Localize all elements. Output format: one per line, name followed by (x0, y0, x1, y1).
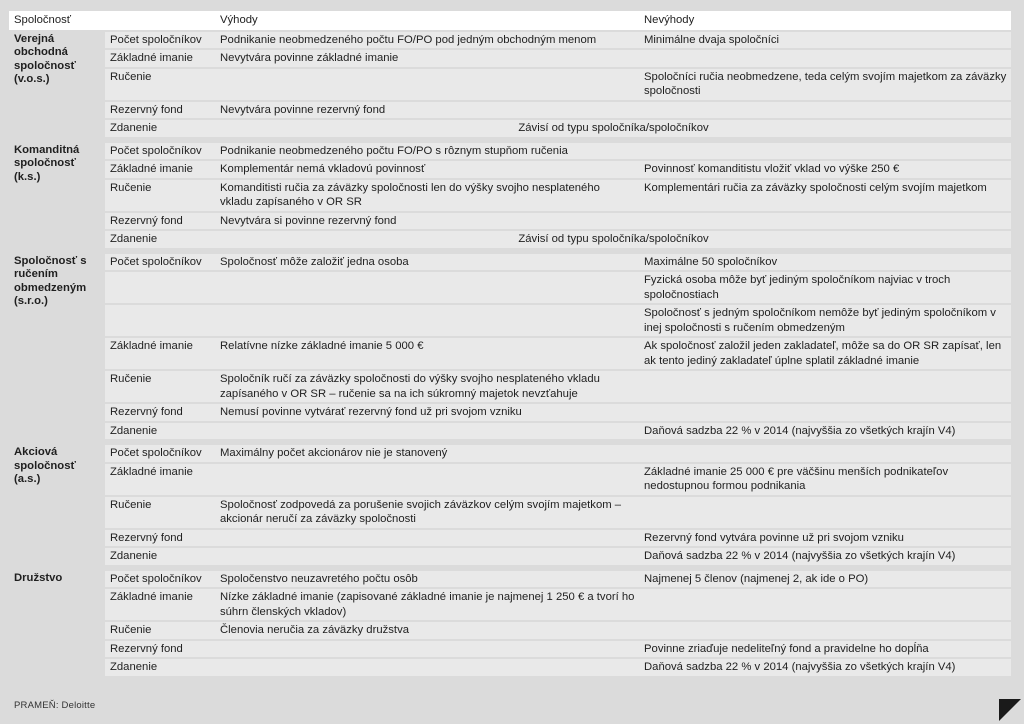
cons-value: Minimálne dvaja spoločníci (639, 32, 1011, 49)
table-row (9, 659, 1011, 676)
table-row (9, 213, 1011, 230)
pros-value: Relatívne nízke základné imanie 5 000 € (215, 338, 639, 369)
pros-value: Spoločenstvo neuzavretého počtu osôb (215, 571, 639, 588)
pros-value (215, 659, 639, 676)
table-row (9, 548, 1011, 565)
attribute-label (105, 305, 215, 336)
pros-value: Spoločnosť môže založiť jedna osoba (215, 254, 639, 271)
cons-value: Spoločnosť s jedným spoločníkom nemôže byť jediným spoločníkom v inej spoločnosti s ručením obmedzeným (639, 305, 1011, 336)
attribute-label: Základné imanie (105, 589, 215, 620)
attribute-label: Rezervný fond (105, 102, 215, 119)
cons-value: Povinne zriaďuje nedeliteľný fond a pravidelne ho dopĺňa (639, 641, 1011, 658)
source-note: PRAMEŇ: Deloitte (14, 700, 96, 711)
pros-value: Nevytvára povinne rezervný fond (215, 102, 639, 119)
attribute-label: Počet spoločníkov (105, 254, 215, 271)
attribute-label: Základné imanie (105, 338, 215, 369)
attribute-label: Ručenie (105, 622, 215, 639)
table-row (9, 143, 1011, 160)
merged-value: Závisí od typu spoločníka/spoločníkov (215, 231, 1011, 248)
table-row (9, 423, 1011, 440)
cons-value (639, 404, 1011, 421)
table-row (9, 161, 1011, 178)
merged-value: Závisí od typu spoločníka/spoločníkov (215, 120, 1011, 137)
cons-value: Najmenej 5 členov (najmenej 2, ak ide o PO) (639, 571, 1011, 588)
table-row (9, 305, 1011, 336)
cons-value (639, 371, 1011, 402)
table-row (9, 180, 1011, 211)
group-separator-cell (9, 567, 1011, 569)
cons-value: Daňová sadzba 22 % v 2014 (najvyššia zo všetkých krajín V4) (639, 659, 1011, 676)
attribute-label: Rezervný fond (105, 641, 215, 658)
attribute-label: Zdanenie (105, 231, 215, 248)
table-row (9, 32, 1011, 49)
cons-value: Rezervný fond vytvára povinne už pri svojom vzniku (639, 530, 1011, 547)
attribute-label: Ručenie (105, 497, 215, 528)
pros-value (215, 305, 639, 336)
attribute-label: Základné imanie (105, 464, 215, 495)
pros-value: Nemusí povinne vytvárať rezervný fond už pri svojom vzniku (215, 404, 639, 421)
cons-value: Daňová sadzba 22 % v 2014 (najvyššia zo všetkých krajín V4) (639, 423, 1011, 440)
pros-value: Nízke základné imanie (zapisované základné imanie je najmenej 1 250 € a tvorí ho súhrn členských vkladov) (215, 589, 639, 620)
table-row (9, 272, 1011, 303)
group-separator (9, 567, 1011, 569)
table-row (9, 338, 1011, 369)
cons-value (639, 589, 1011, 620)
table-row (9, 50, 1011, 67)
cons-value (639, 50, 1011, 67)
pros-value: Komanditisti ručia za záväzky spoločnosti len do výšky svojho nesplateného vkladu zapísaného v OR SR (215, 180, 639, 211)
pros-value (215, 423, 639, 440)
attribute-label: Ručenie (105, 371, 215, 402)
attribute-label: Počet spoločníkov (105, 445, 215, 462)
company-name: Spoločnosť s ručením obmedzeným (s.r.o.) (9, 254, 105, 440)
group-separator-cell (9, 250, 1011, 252)
attribute-label: Ručenie (105, 69, 215, 100)
pros-value: Spoločník ručí za záväzky spoločnosti do výšky svojho nesplateného vkladu zapísaného v OR SR – ručenie sa na ich súkromný majetok nevzťahuje (215, 371, 639, 402)
table-row (9, 404, 1011, 421)
attribute-label: Základné imanie (105, 161, 215, 178)
attribute-label: Rezervný fond (105, 213, 215, 230)
pros-value (215, 641, 639, 658)
header-row (9, 11, 1011, 30)
cons-value (639, 497, 1011, 528)
table-row (9, 254, 1011, 271)
pros-value: Podnikanie neobmedzeného počtu FO/PO s rôznym stupňom ručenia (215, 143, 639, 160)
attribute-label: Zdanenie (105, 659, 215, 676)
table-row (9, 571, 1011, 588)
attribute-label: Zdanenie (105, 423, 215, 440)
cons-value: Povinnosť komanditistu vložiť vklad vo výške 250 € (639, 161, 1011, 178)
cons-value: Daňová sadzba 22 % v 2014 (najvyššia zo všetkých krajín V4) (639, 548, 1011, 565)
pros-value: Spoločnosť zodpovedá za porušenie svojich záväzkov celým svojím majetkom – akcionár neručí za záväzky spoločnosti (215, 497, 639, 528)
corner-triangle-icon (999, 699, 1021, 721)
attribute-label: Zdanenie (105, 548, 215, 565)
company-name: Komanditná spoločnosť (k.s.) (9, 143, 105, 248)
pros-value: Podnikanie neobmedzeného počtu FO/PO pod jedným obchodným menom (215, 32, 639, 49)
cons-value (639, 445, 1011, 462)
group-separator (9, 250, 1011, 252)
table-row (9, 102, 1011, 119)
cons-value (639, 622, 1011, 639)
cons-value: Maximálne 50 spoločníkov (639, 254, 1011, 271)
pros-value: Nevytvára si povinne rezervný fond (215, 213, 639, 230)
header-company: Spoločnosť (9, 11, 105, 30)
group-separator-cell (9, 441, 1011, 443)
cons-value: Fyzická osoba môže byť jediným spoločníkom najviac v troch spoločnostiach (639, 272, 1011, 303)
attribute-label: Rezervný fond (105, 404, 215, 421)
cons-value (639, 143, 1011, 160)
attribute-label (105, 272, 215, 303)
company-name: Verejná obchodná spoločnosť (v.o.s.) (9, 32, 105, 137)
pros-value (215, 464, 639, 495)
table-body (9, 32, 1011, 676)
pros-value: Maximálny počet akcionárov nie je stanovený (215, 445, 639, 462)
table-row (9, 69, 1011, 100)
table-row (9, 231, 1011, 248)
attribute-label: Zdanenie (105, 120, 215, 137)
company-name: Akciová spoločnosť (a.s.) (9, 445, 105, 565)
cons-value (639, 102, 1011, 119)
header-cons: Nevýhody (639, 11, 1011, 30)
group-separator-cell (9, 139, 1011, 141)
attribute-label: Rezervný fond (105, 530, 215, 547)
corner-triangle-shape (999, 699, 1021, 721)
table-row (9, 530, 1011, 547)
attribute-label: Počet spoločníkov (105, 143, 215, 160)
table-row (9, 497, 1011, 528)
cons-value: Spoločníci ručia neobmedzene, teda celým svojím majetkom za záväzky spoločnosti (639, 69, 1011, 100)
group-separator (9, 139, 1011, 141)
header-attribute (105, 11, 215, 30)
table-row (9, 445, 1011, 462)
company-name: Družstvo (9, 571, 105, 676)
header-pros: Výhody (215, 11, 639, 30)
pros-value: Členovia neručia za záväzky družstva (215, 622, 639, 639)
table-row (9, 464, 1011, 495)
attribute-label: Ručenie (105, 180, 215, 211)
pros-value (215, 272, 639, 303)
pros-value (215, 548, 639, 565)
cons-value: Komplementári ručia za záväzky spoločnosti celým svojím majetkom (639, 180, 1011, 211)
comparison-table (9, 9, 1011, 678)
attribute-label: Počet spoločníkov (105, 32, 215, 49)
attribute-label: Základné imanie (105, 50, 215, 67)
group-separator (9, 441, 1011, 443)
table-row (9, 641, 1011, 658)
cons-value: Ak spoločnosť založil jeden zakladateľ, môže sa do OR SR zapísať, len ak tento jediný zakladateľ úplne splatil základné imanie (639, 338, 1011, 369)
table-row (9, 622, 1011, 639)
cons-value (639, 213, 1011, 230)
pros-value (215, 530, 639, 547)
pros-value (215, 69, 639, 100)
attribute-label: Počet spoločníkov (105, 571, 215, 588)
pros-value: Nevytvára povinne základné imanie (215, 50, 639, 67)
table-row (9, 371, 1011, 402)
table-row (9, 120, 1011, 137)
table-row (9, 589, 1011, 620)
pros-value: Komplementár nemá vkladovú povinnosť (215, 161, 639, 178)
cons-value: Základné imanie 25 000 € pre väčšinu menších podnikateľov nedostupnou formou podnikania (639, 464, 1011, 495)
